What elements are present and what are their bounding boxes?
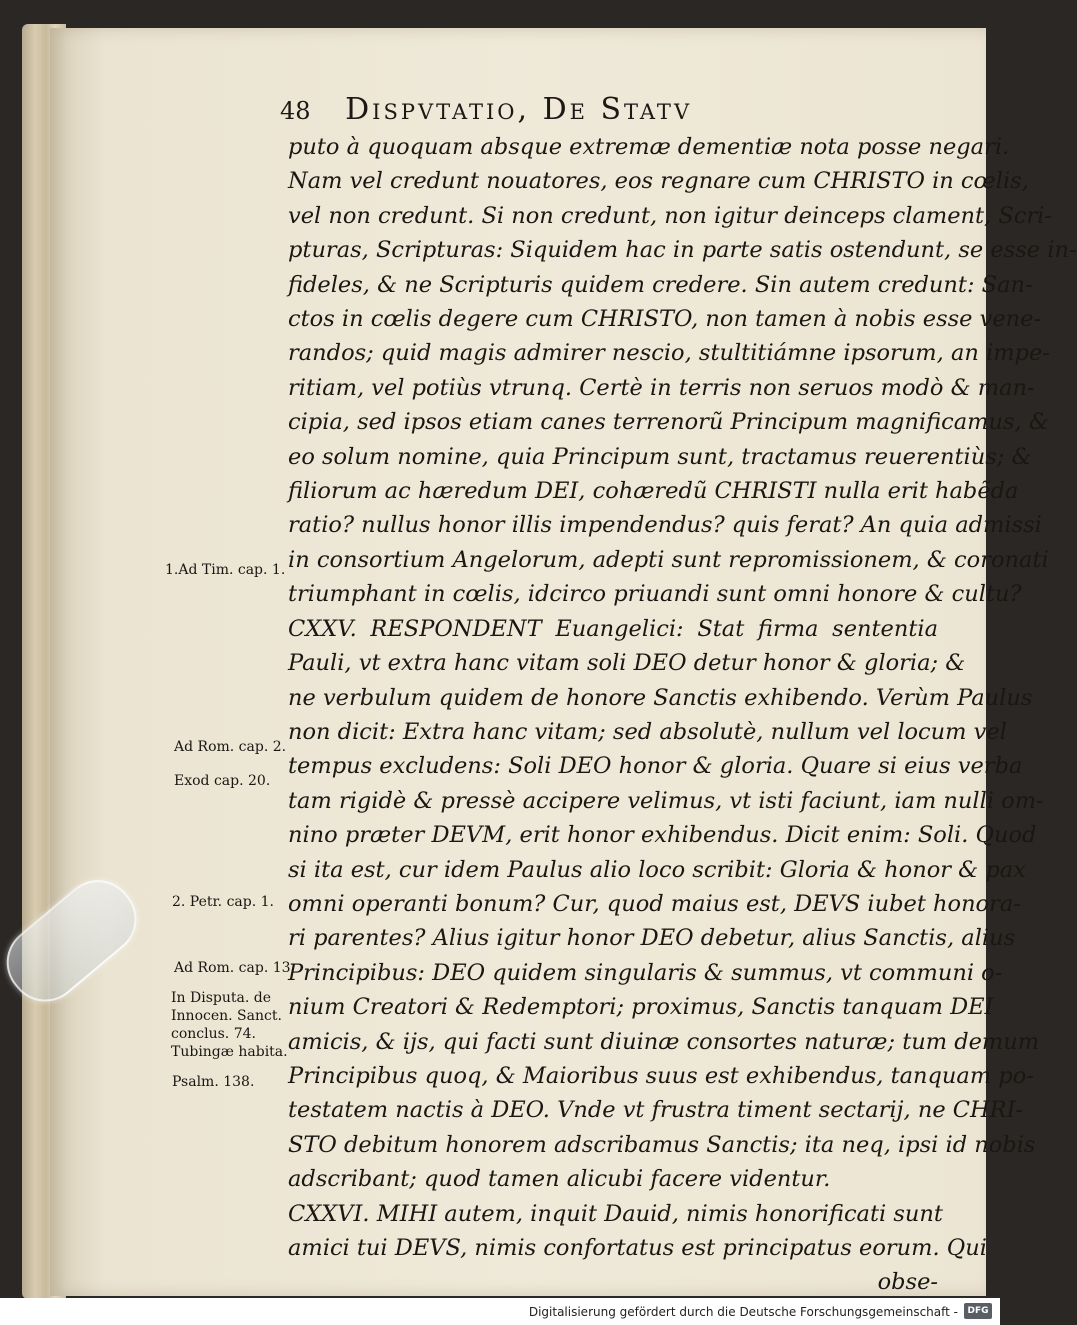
body-line: vel non credunt. Si non credunt, non igitur deinceps clament, Scri- — [288, 202, 1052, 229]
body-line: amicis, & ijs, qui facti sunt diuinæ consortes naturæ; tum demum — [288, 1028, 1040, 1055]
body-line: triumphant in cœlis, idcirco priuandi sunt omni honore & cultu? — [288, 581, 1022, 608]
body-line: ctos in cœlis degere cum CHRISTO, non tamen à nobis esse vene- — [288, 306, 1042, 333]
body-line: ratio? nullus honor illis impendendus? quis ferat? An quia admissi — [288, 512, 1042, 539]
body-line: adscribant; quod tamen alicubi facere videntur. — [288, 1166, 831, 1193]
margin-note: 2. Petr. cap. 1. — [172, 894, 274, 910]
body-line: testatem nactis à DEO. Vnde vt frustra timent sectarij, ne CHRI- — [288, 1097, 1024, 1124]
body-text — [288, 130, 1077, 1300]
catchword: obse- — [877, 1269, 938, 1296]
body-line: Pauli, vt extra hanc vitam soli DEO detur honor & gloria; & — [288, 650, 966, 677]
body-line: randos; quid magis admirer nescio, stultitiámne ipsorum, an impe- — [288, 340, 1050, 367]
body-line: ne verbulum quidem de honore Sanctis exhibendo. Verùm Paulus — [288, 684, 1033, 711]
body-line: amici tui DEVS, nimis confortatus est principatus eorum. Qui — [288, 1235, 987, 1261]
body-line: omni operanti bonum? Cur, quod maius est, DEVS iubet honora- — [288, 890, 1021, 917]
footer-bar — [0, 1298, 1000, 1325]
body-line: ri parentes? Alius igitur honor DEO debetur, alius Sanctis, alius — [288, 925, 1016, 952]
body-line: pturas, Scripturas: Siquidem hac in parte satis ostendunt, se esse in- — [288, 237, 1077, 264]
body-line: Nam vel credunt nouatores, eos regnare cum CHRISTO in cœlis, — [288, 168, 1029, 195]
margin-note: In Disputa. de Innocen. Sanct. conclus. 74. Tubingæ habita. — [171, 990, 288, 1060]
margin-note: Psalm. 138. — [172, 1074, 255, 1090]
body-line: non dicit: Extra hanc vitam; sed absolutè, nullum vel locum vel — [288, 718, 1007, 745]
body-line: tam rigidè & pressè accipere velimus, vt isti faciunt, iam nulli om- — [288, 787, 1044, 814]
dfg-logo: DFG — [964, 1303, 992, 1319]
body-line: Principibus quoq, & Maioribus suus est exhibendus, tanquam po- — [288, 1062, 1034, 1089]
margin-note: 1.Ad Tim. cap. 1. — [165, 562, 286, 578]
body-line: cipia, sed ipsos etiam canes terrenorũ Principum magnificamus, & — [288, 409, 1049, 436]
margin-note: Exod cap. 20. — [174, 773, 271, 789]
body-line: ritiam, vel potiùs vtrunq. Certè in terris non seruos modò & man- — [288, 374, 1035, 401]
body-line: Principibus: DEO quidem singularis & summus, vt communi o- — [288, 959, 1003, 986]
page-number: 48 — [280, 97, 311, 125]
running-title: Dispvtatio, De Statv — [345, 92, 693, 127]
body-line: fideles, & ne Scripturis quidem credere. Sin autem credunt: San- — [288, 271, 1033, 298]
margin-note: Ad Rom. cap. 2. — [174, 739, 287, 755]
margin-note: Ad Rom. cap. 13. — [174, 960, 295, 976]
body-line: si ita est, cur idem Paulus alio loco scribit: Gloria & honor & pax — [288, 856, 1026, 883]
funding-credit: Digitalisierung gefördert durch die Deutsche Forschungsgemeinschaft - — [528, 1305, 958, 1319]
body-line: puto à quoquam absque extremæ dementiæ nota posse negari. — [288, 134, 1010, 160]
body-line: STO debitum honorem adscribamus Sanctis; ita neq, ipsi id nobis — [288, 1131, 1036, 1158]
body-line: in consortium Angelorum, adepti sunt repromissionem, & coronati — [288, 546, 1049, 573]
body-line: nium Creatori & Redemptori; proximus, Sanctis tanquam DEI — [288, 994, 994, 1021]
body-line: eo solum nomine, quia Principum sunt, tractamus reuerentiùs; & — [288, 443, 1032, 470]
running-header — [280, 92, 960, 127]
body-line: nino præter DEVM, erit honor exhibendus. Dicit enim: Soli. Quod — [288, 822, 1037, 849]
section-cxxvi-line: CXXVI. MIHI autem, inquit Dauid, nimis honorificati sunt — [288, 1200, 943, 1227]
body-line: tempus excludens: Soli DEO honor & gloria. Quare si eius verba — [288, 753, 1023, 780]
section-cxxv-line: CXXV. RESPONDENT Euangelici: Stat firma sententia — [288, 615, 938, 642]
body-line: filiorum ac hæredum DEI, cohæredũ CHRISTI nulla erit habẽda — [288, 478, 1019, 505]
